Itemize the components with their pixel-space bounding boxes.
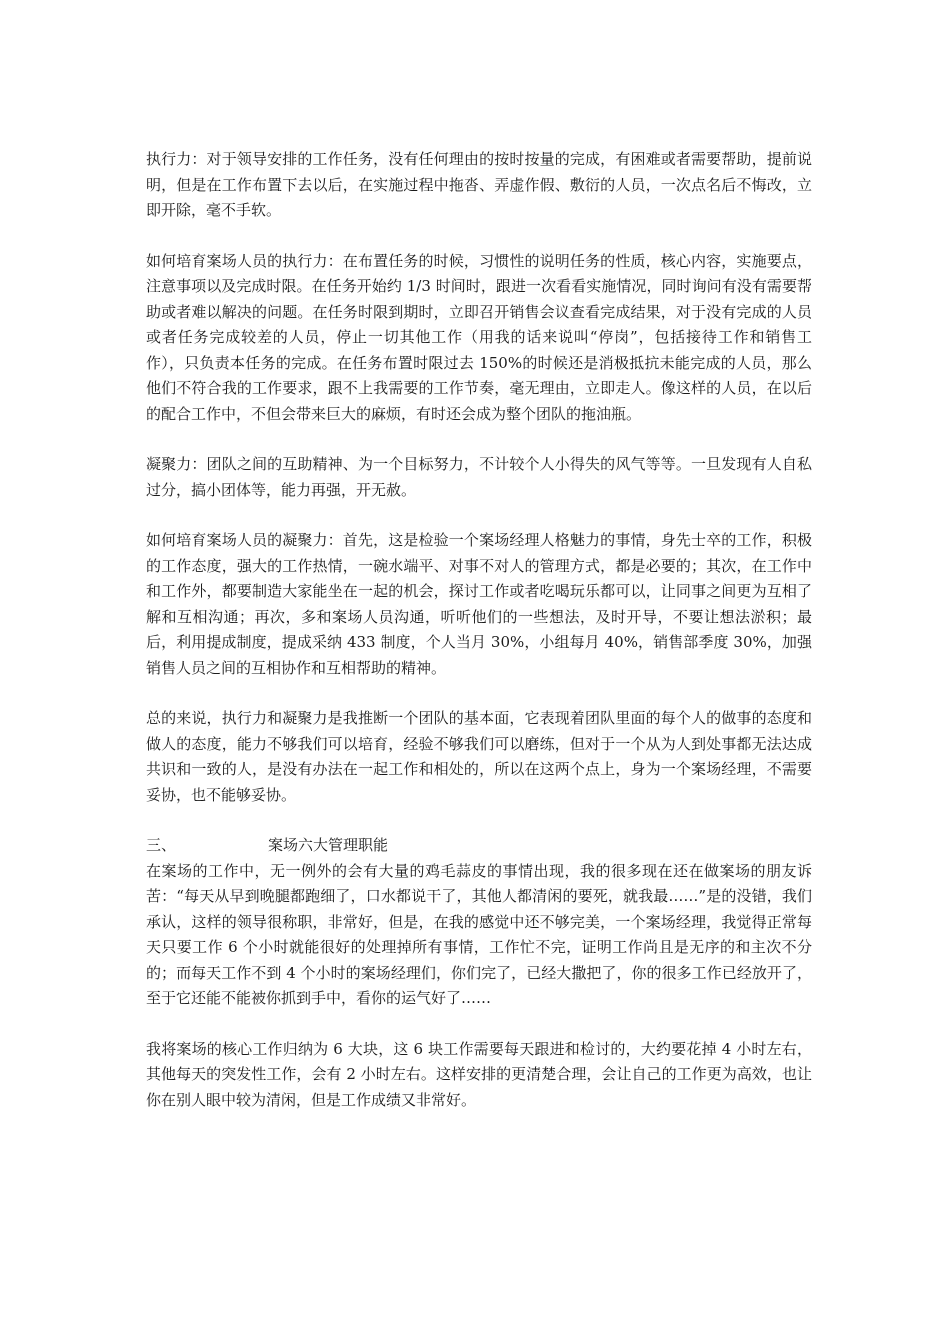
paragraph-core-work: 我将案场的核心工作归纳为 6 大块，这 6 块工作需要每天跟进和检讨的，大约要花掉 4 小时左右，其他每天的突发性工作，会有 2 小时左右。这样安排的更清楚合理，会让自己的工作更为高效，也让你在别人眼中较为清闲，但是工作成绩又非常好。 (146, 1039, 812, 1109)
paragraph-summary: 总的来说，执行力和凝聚力是我推断一个团队的基本面，它表现着团队里面的每个人的做事的态度和做人的态度，能力不够我们可以培育，经验不够我们可以磨练，但对于一个从为人到处事都无法达成共识和一致的人，是没有办法在一起工作和相处的，所以在这两个点上，身为一个案场经理，不需要妥协，也不能够妥协。 (146, 709, 812, 804)
paragraph-execution-training: 如何培育案场人员的执行力：在布置任务的时候，习惯性的说明任务的性质，核心内容，实施要点，注意事项以及完成时限。在任务开始约 1/3 时间时，跟进一次看看实施情况，同时询问有没有需要帮助或者难以解决的问题。在任务时限到期时，立即召开销售会议查看完成结果，对于没有完成的人员或者任务完成较差的人员，停止一切其他工作（用我的话来说叫“停岗”，包括接待工作和销售工作），只负责本任务的完成。在任务布置时限过去 150%的时候还是消极抵抗未能完成的人员，那么他们不符合我的工作要求，跟不上我需要的工作节奏，毫无理由，立即走人。像这样的人员，在以后的配合工作中，不但会带来巨大的麻烦，有时还会成为整个团队的拖油瓶。 (146, 251, 812, 423)
paragraph-execution: 执行力：对于领导安排的工作任务，没有任何理由的按时按量的完成，有困难或者需要帮助，提前说明，但是在工作布置下去以后，在实施过程中拖沓、弄虚作假、敷衍的人员，一次点名后不悔改，立即开除，毫不手软。 (146, 150, 812, 219)
paragraph-cohesion: 凝聚力：团队之间的互助精神、为一个目标努力，不计较个人小得失的风气等等。一旦发现有人自私过分，搞小团体等，能力再强，开无赦。 (146, 455, 812, 499)
section-number: 三、 (146, 836, 177, 854)
paragraph-workload: 在案场的工作中，无一例外的会有大量的鸡毛蒜皮的事情出现，我的很多现在还在做案场的朋友诉苦：“每天从早到晚腿都跑细了，口水都说干了，其他人都清闲的要死，就我最……”是的没错，我们承认，这样的领导很称职，非常好，但是，在我的感觉中还不够完美，一个案场经理，我觉得正常每天只要工作 6 个小时就能很好的处理掉所有事情，工作忙不完，证明工作尚且是无序的和主次不分的；而每天工作不到 4 个小时的案场经理们，你们完了，已经大撒把了，你的很多工作已经放开了，至于它还能不能被你抓到手中，看你的运气好了…… (146, 861, 812, 1007)
paragraph-cohesion-training: 如何培育案场人员的凝聚力：首先，这是检验一个案场经理人格魅力的事情，身先士卒的工作，积极的工作态度，强大的工作热情，一碗水端平、对事不对人的管理方式，都是必要的；其次，在工作中和工作外，都要制造大家能坐在一起的机会，探讨工作或者吃喝玩乐都可以，让同事之间更为互相了解和互相沟通；再次，多和案场人员沟通，听听他们的一些想法，及时开导，不要让想法淤积；最后，利用提成制度，提成采纳 433 制度，个人当月 30%，小组每月 40%，销售部季度 30%，加强销售人员之间的互相协作和互相帮助的精神。 (146, 531, 812, 677)
document-page (146, 147, 812, 1138)
section-heading (146, 833, 812, 859)
section-title: 案场六大管理职能 (268, 836, 389, 854)
